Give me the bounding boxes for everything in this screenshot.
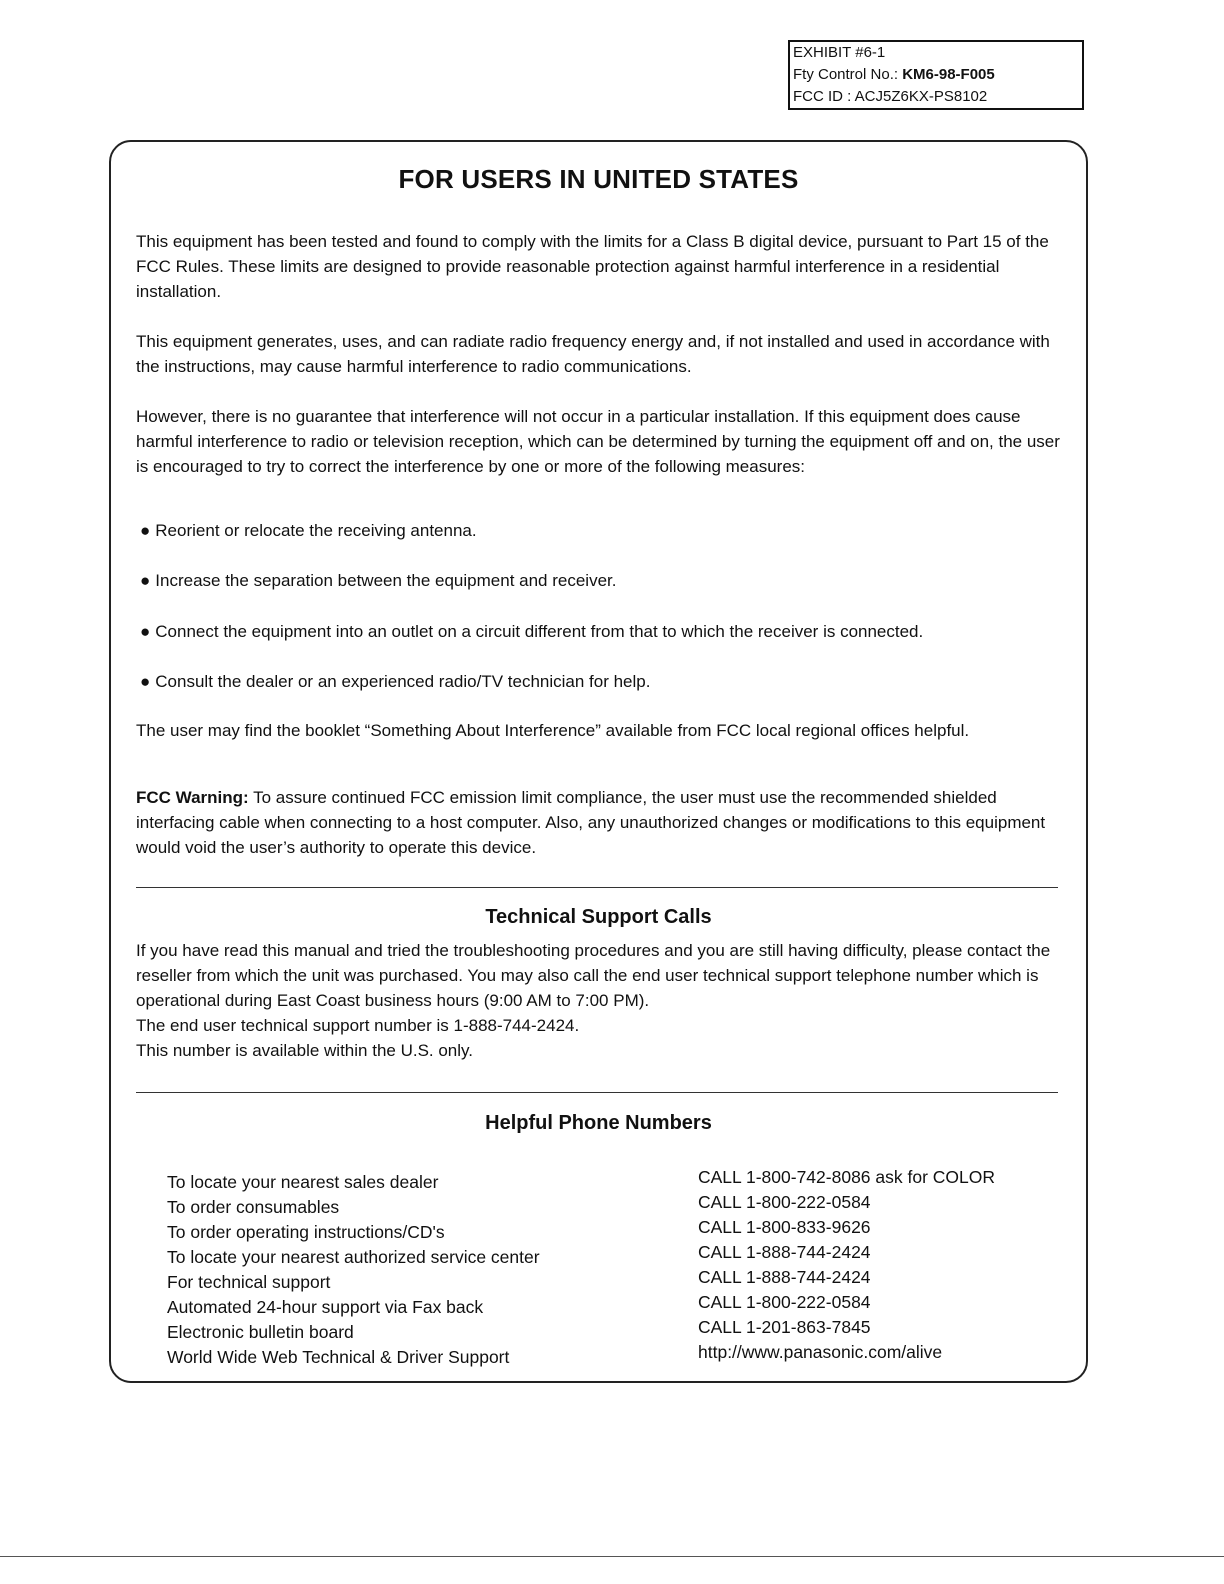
bullet-icon: ● bbox=[140, 571, 151, 590]
bullet-text: Consult the dealer or an experienced radio/TV technician for help. bbox=[155, 672, 651, 691]
factory-control-label: Fty Control No.: bbox=[793, 66, 899, 83]
radiation-paragraph: This equipment generates, uses, and can radiate radio frequency energy and, if not installed and used in accordance with the instructions, may cause harmful interference to radio communications. bbox=[136, 332, 1050, 376]
bullet-icon: ● bbox=[140, 672, 151, 691]
bullet-text: Connect the equipment into an outlet on a circuit different from that to which the receiver is connected. bbox=[155, 622, 924, 641]
page-bottom-rule bbox=[0, 1556, 1224, 1557]
factory-control-value: KM6-98-F005 bbox=[902, 66, 995, 83]
fcc-warning-paragraph bbox=[136, 785, 1066, 860]
phone-row-value: CALL 1-888-744-2424 bbox=[698, 1267, 871, 1287]
tech-support-title: Technical Support Calls bbox=[485, 906, 712, 928]
tech-support-text: If you have read this manual and tried the troubleshooting procedures and you are still having difficulty, please contact the reseller from which the unit was purchased. You may also call the end user technical support telephone number which is operational during East Coast business hours (9:00 AM to 7:00 PM). bbox=[136, 941, 1051, 1010]
factory-control-number bbox=[793, 64, 1082, 86]
helpful-numbers-title: Helpful Phone Numbers bbox=[485, 1112, 712, 1134]
tech-support-paragraph bbox=[136, 938, 1066, 1063]
tech-support-availability: This number is available within the U.S. only. bbox=[136, 1041, 474, 1060]
exhibit-number: EXHIBIT #6-1 bbox=[793, 44, 886, 61]
fcc-warning-label: FCC Warning: bbox=[136, 788, 249, 807]
phone-row-value: CALL 1-800-742-8086 ask for COLOR bbox=[698, 1167, 996, 1187]
bullet-icon: ● bbox=[140, 622, 151, 641]
phone-row-value: CALL 1-800-222-0584 bbox=[698, 1192, 871, 1212]
compliance-paragraph: This equipment has been tested and found to comply with the limits for a Class B digital device, pursuant to Part 15 of the FCC Rules. These limits are designed to provide reasonable protection against harmful interference in a residential installation. bbox=[136, 232, 1049, 301]
tech-support-number-line: The end user technical support number is 1-888-744-2424. bbox=[136, 1016, 580, 1035]
bullet-text: Reorient or relocate the receiving antenna. bbox=[155, 521, 477, 540]
phone-row-label: Electronic bulletin board bbox=[167, 1322, 354, 1342]
website-link[interactable]: http://www.panasonic.com/alive bbox=[698, 1342, 943, 1362]
phone-row-value: CALL 1-800-222-0584 bbox=[698, 1292, 871, 1312]
phone-row-value: CALL 1-201-863-7845 bbox=[698, 1317, 871, 1337]
phone-row-label: For technical support bbox=[167, 1272, 331, 1292]
list-item bbox=[140, 569, 616, 593]
booklet-paragraph: The user may find the booklet “Something About Interference” available from FCC local regional offices helpful. bbox=[136, 721, 970, 740]
phone-row-value: CALL 1-888-744-2424 bbox=[698, 1242, 871, 1262]
bullet-icon: ● bbox=[140, 521, 151, 540]
section-divider bbox=[136, 1092, 1058, 1093]
list-item bbox=[140, 670, 650, 694]
phone-row-value: CALL 1-800-833-9626 bbox=[698, 1217, 871, 1237]
phone-row-label: To locate your nearest authorized service center bbox=[167, 1247, 540, 1267]
phone-row-label: To order consumables bbox=[167, 1197, 340, 1217]
guarantee-paragraph: However, there is no guarantee that interference will not occur in a particular installation. If this equipment does cause harmful interference to radio or television reception, which can be determined by turning the equipment off and on, the user is encouraged to try to correct the interference by one or more of the following measures: bbox=[136, 407, 1060, 476]
list-item bbox=[140, 620, 923, 644]
phone-row-label: Automated 24-hour support via Fax back bbox=[167, 1297, 484, 1317]
section-divider bbox=[136, 887, 1058, 888]
phone-row-label: World Wide Web Technical & Driver Support bbox=[167, 1347, 510, 1367]
fcc-id: FCC ID : ACJ5Z6KX-PS8102 bbox=[793, 88, 988, 105]
phone-row-label: To locate your nearest sales dealer bbox=[167, 1172, 439, 1192]
exhibit-box bbox=[788, 40, 1084, 110]
list-item bbox=[140, 519, 477, 543]
fcc-warning-text: To assure continued FCC emission limit compliance, the user must use the recommended shielded interfacing cable when connecting to a host computer. Also, any unauthorized changes or modifications to this equipment would void the user’s authority to operate this device. bbox=[136, 788, 1046, 857]
phone-row-label: To order operating instructions/CD's bbox=[167, 1222, 445, 1242]
bullet-text: Increase the separation between the equipment and receiver. bbox=[155, 571, 617, 590]
page-title: FOR USERS IN UNITED STATES bbox=[398, 164, 799, 194]
